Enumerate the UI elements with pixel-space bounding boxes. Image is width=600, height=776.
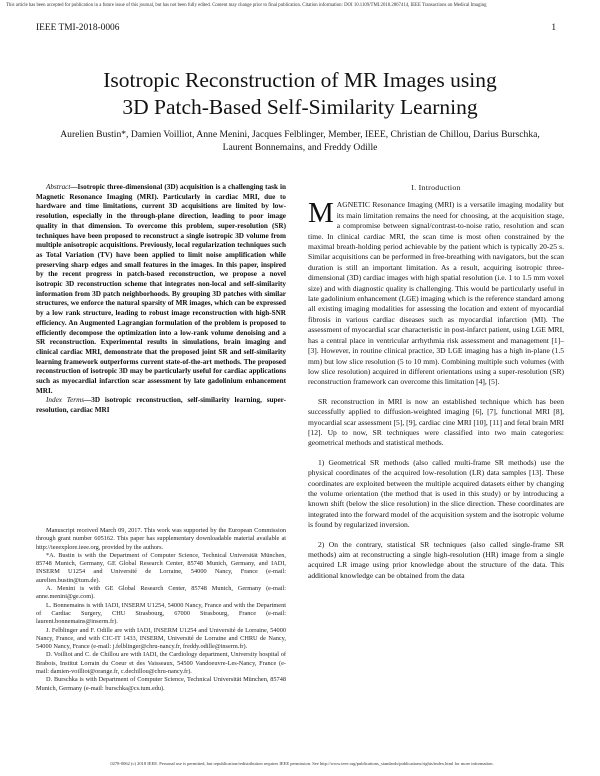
intro-paragraph-1 — [308, 197, 564, 387]
index-terms — [36, 396, 286, 415]
page-number: 1 — [551, 23, 556, 33]
footnotes — [36, 527, 286, 693]
right-column — [308, 183, 564, 590]
intro-paragraph-3: 1) Geometrical SR methods (also called multi-frame SR methods) use the physical coordinates of the acquired low-resolution (LR) data samples [13]. These coordinates are exploited between the multiple acquired datasets either by changing the volume orientation (the method that is used in this study) or by introducing a known shift (below the slice resolution) in the slice direction. These coordinates are integrated into the forward model of the acquisition system and the isotropic volume is found by regularized inversion. — [308, 457, 564, 530]
footnote: L. Bonnemains is with IADI, INSERM U1254, 54000 Nancy, France and with the Department of Cardiac Surgery, CHU Strasbourg, 67000 Strasbourg, France (e-mail: laurent.bonnemains@inserm.fr). — [36, 601, 286, 626]
abstract-label: Abstract — [46, 183, 71, 191]
running-head — [36, 23, 556, 33]
footnote: D. Voilliot and C. de Chillou are with IADI, the Cardiology department, University hospital of Brabois, Institut Lorrain du Coeur et des Vaisseaux, 54500 Vandoeuvre-Les-Nancy, France (e-mail: damien-voilliot@orange.fr, c.dechillou@chru-nancy.fr). — [36, 651, 286, 676]
footnote: D. Burschka is with Department of Computer Science, Technical Universität München, 85748 Munich, Germany (e-mail: burschka@cs.tum.edu). — [36, 676, 286, 692]
copyright-footer: 0278-0062 (c) 2018 IEEE. Personal use is permitted, but republication/redistribution requires IEEE permission. See http://www.ieee.org/publications_standards/publications/rights/index.html for more information. — [110, 761, 494, 766]
paper-title — [40, 67, 560, 121]
abstract — [36, 183, 286, 396]
publication-banner: This article has been accepted for publication in a future issue of this journal, but has not been fully edited. Content may change prior to final publication. Citation information: DOI 10.1109/TMI.2018.2867414, IEEE Transactions on Medical Imaging — [6, 3, 487, 8]
index-terms-text: —3D isotropic reconstruction, self-similarity learning, super-resolution, cardiac MRI — [36, 396, 286, 415]
title-line-2: 3D Patch-Based Self-Similarity Learning — [122, 95, 478, 119]
abstract-text: —Isotropic three-dimensional (3D) acquisition is a challenging task in Magnetic Resonance Imaging (MRI). Particularly in cardiac MRI, due to hardware and time limitations, current 3D acquisitions are limited by low-resolution, especially in the through-plane direction, leading to poor image quality in that dimension. To overcome this problem, super-resolution (SR) techniques have been proposed to reconstruct a single isotropic 3D volume from multiple anisotropic acquisitions. Previously, local regularization techniques such as Total Variation (TV) have been applied to limit noise amplification while preserving sharp edges and small features in the images. In this paper, inspired by the recent progress in patch-based reconstruction, we propose a novel isotropic 3D reconstruction scheme that integrates non-local and self-similarity information from 3D patch neighborhoods. By grouping 3D patches with similar structures, we enforce the natural sparsity of MR images, which can be expressed by a low rank structure, leading to robust image reconstruction with high-SNR efficiency. An Augmented Lagrangian formulation of the problem is proposed to efficiently decompose the optimization into a low-rank volume denoising and a SR reconstruction. Experimental results in simulations, brain imaging and clinical cardiac MRI, demonstrate that the proposed joint SR and self-similarity learning framework outperforms current state-of-the-art methods. The proposed reconstruction of isotropic 3D may be particularly useful for cardiac applications such as myocardial infarction scar assessment by late gadolinium enhancement MRI. — [36, 183, 286, 395]
index-terms-label: Index Terms — [46, 396, 85, 405]
intro-paragraph-1-text: AGNETIC Resonance Imaging (MRI) is a versatile imaging modality but its main limitation remains the need for choosing, at the acquisition stage, a compromise between signal/contrast-to-noise ratio, resolution and scan time. In clinical cardiac MRI, the scan time is most often constrained by the maximal breath-holding period achievable by the patient which is typically 20-25 s. Similar acquisitions can be performed in free-breathing with navigators, but the scan duration is still an important limitation. As a result, acquiring isotropic three-dimensional (3D) cardiac images with high spatial resolution (i.e. 1 to 1.5 mm voxel size) and with diagnostic quality is challenging. This would be particularly useful in late gadolinium enhancement (LGE) imaging which is the reference standard among all existing imaging modalities for assessing the location and extent of myocardial fibrosis in various cardiac diseases such as myocardial infarction (MI). The assessment of myocardial scar characteristic in post-infarct patient, using LGE MRI, has a central place in ventricular arrhythmia risk assessment and management [1]–[3]. However, in routine clinical practice, 3D LGE imaging has a high in-plane (1.5 mm) but low slice resolution (5 to 10 mm). Combining multiple such volumes (with low slice resolution) acquired in different orientations using a super-resolution (SR) reconstruction framework can overcome this limitation [4], [5]. — [308, 200, 564, 387]
drop-cap: M — [308, 197, 334, 230]
footnote: Manuscript received March 09, 2017. This work was supported by the European Commission through grant number 605162. This paper has supplementary downloadable material available at http://ieeexplore.ieee.org, provided by the authors. — [36, 527, 286, 551]
intro-paragraph-2: SR reconstruction in MRI is now an established technique which has been successfully applied to diffusion-weighted imaging [6], [7], functional MRI [8], myocardial scar assessment [5], [9], cardiac cine MRI [10], [11] and fetal brain MRI [12]. Up to now, SR techniques were classified into two main categories: geometrical methods and statistical methods. — [308, 396, 564, 448]
footnote: *A. Bustin is with the Department of Computer Science, Technical Universität München, 85748 Munich, Germany, GE Global Research Center, 85748 Munich, Germany, and IADI, INSERM U1254 and Université de Lorraine, 54000 Nancy, France (e-mail: aurelien.bustin@tum.de). — [36, 551, 286, 584]
title-line-1: Isotropic Reconstruction of MR Images using — [103, 68, 497, 92]
journal-id: IEEE TMI-2018-0006 — [36, 23, 120, 33]
footnote: J. Felblinger and F. Odille are with IADI, INSERM U1254 and Université de Lorraine, 54000 Nancy, France, and with CIC-IT 1433, INSERM, Université de Lorraine and CHRU de Nancy, 54000 Nancy, France (e-mail: j.felblinger@chru-nancy.fr, freddy.odille@inserm.fr). — [36, 626, 286, 651]
left-column — [36, 183, 286, 416]
footnote: A. Menini is with GE Global Research Center, 85748 Munich, Germany (e-mail: anne.menini@ge.com). — [36, 585, 286, 601]
section-heading-introduction: I. Introduction — [411, 183, 461, 192]
intro-paragraph-4: 2) On the contrary, statistical SR techniques (also called single-frame SR methods) aim at reconstructing a single high-resolution (HR) image from a single acquired LR image using prior knowledge about the structure of the data. This additional knowledge can be obtained from the data — [308, 539, 564, 580]
author-list: Aurelien Bustin*, Damien Voilliot, Anne Menini, Jacques Felblinger, Member, IEEE, Christian de Chillou, Darius Burschka, Laurent Bonnemains, and Freddy Odille — [60, 129, 540, 153]
